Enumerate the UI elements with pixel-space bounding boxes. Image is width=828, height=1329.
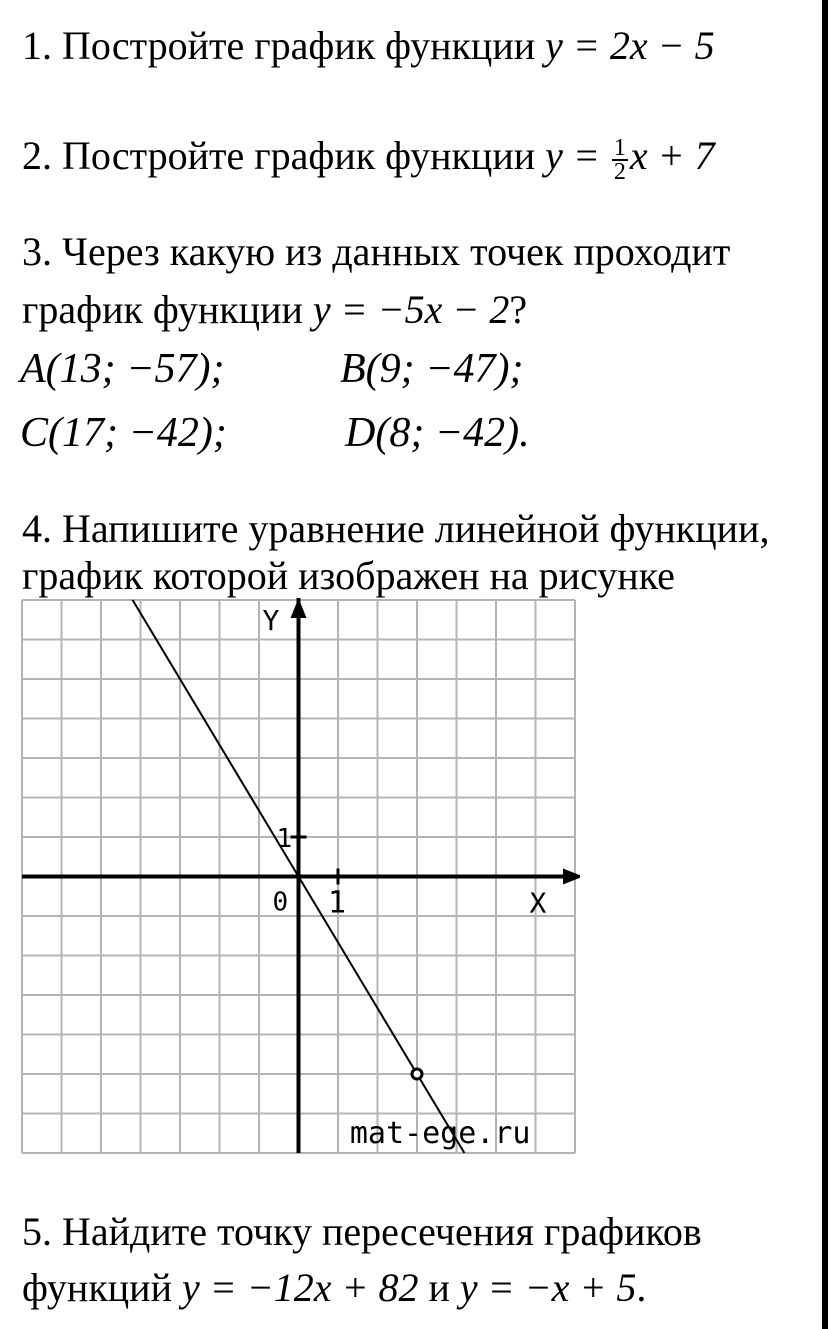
x-axis-label: X [529,886,547,920]
watermark: mat-ege.ru [349,1116,531,1151]
point-b: B(9; −47); [340,346,524,392]
marked-point [412,1069,422,1079]
problem-3-question: ? [509,287,528,332]
problem-1 [22,22,715,70]
origin-label: 0 [272,887,289,918]
problem-2-formula-pre: y = [545,133,610,178]
problem-4-line-1: 4. Напишите уравнение линейной функции, [22,506,770,551]
problem-5-text: функций [22,1265,182,1310]
points-row-2 [20,408,530,458]
points-row-1 [20,344,524,394]
problem-3-line-2 [22,286,527,334]
problem-5-formula-1: y = −12x + 82 [181,1265,419,1310]
problem-5-line-1: 5. Найдите точку пересечения графиков [22,1209,702,1254]
problem-5-conjunction: и [418,1265,460,1310]
problem-5-end: . [636,1265,647,1310]
problem-2-text: 2. Постройте график функции [22,133,546,178]
problem-3-text: график функции [22,287,313,332]
fraction-denominator: 2 [613,158,626,185]
problem-3-line-1: 3. Через какую из данных точек проходит [22,229,731,274]
problem-4-line-2: график которой изображен на рисунке [22,553,675,598]
problem-2 [22,132,715,183]
x-axis-arrow [563,869,580,885]
function-graph [20,598,580,1160]
point-d: D(8; −42). [345,410,530,456]
fraction-numerator: 1 [613,134,626,161]
problem-5-formula-2: y = −x + 5 [459,1265,637,1310]
problem-3-formula: y = −5x − 2 [312,287,510,332]
problem-2-fraction [612,134,628,185]
point-a: A(13; −57); [20,346,225,392]
problem-1-text: 1. Постройте график функции [22,23,546,68]
point-c: C(17; −42); [20,410,227,456]
problem-1-formula: y = 2x − 5 [545,23,715,68]
problem-2-formula-post: x + 7 [629,133,715,178]
y-tick-label: 1 [276,824,293,854]
right-edge-bar [822,0,828,1329]
x-tick-label: 1 [328,885,347,921]
problem-5-line-2 [22,1264,646,1312]
y-axis-label: Y [262,604,280,637]
